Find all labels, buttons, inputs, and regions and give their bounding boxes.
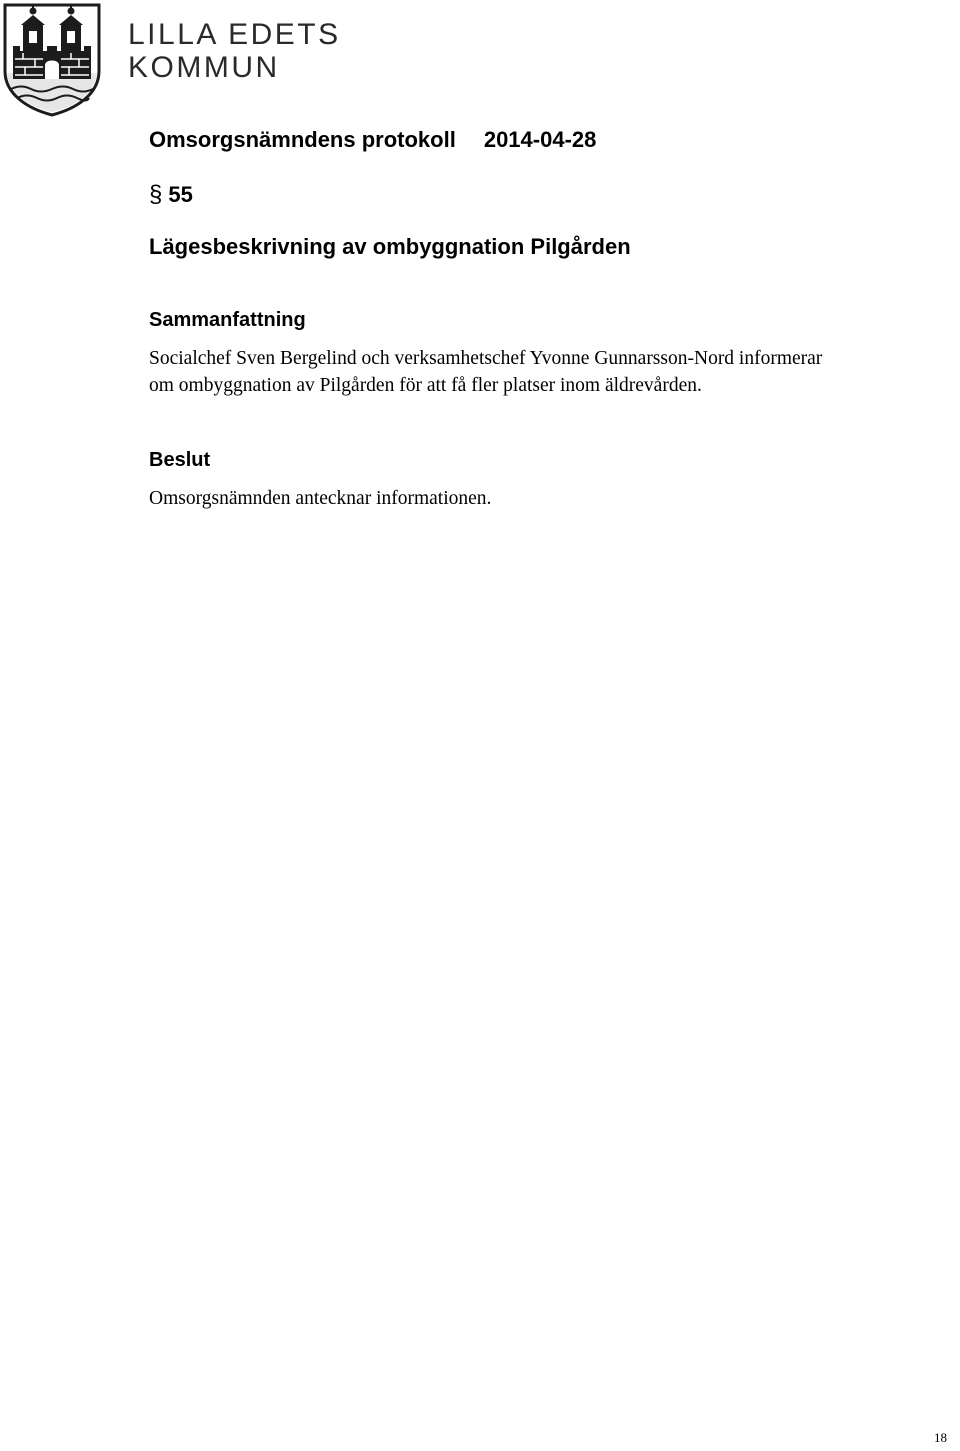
municipality-name-line2: KOMMUN	[128, 51, 280, 84]
summary-line-2: om ombyggnation av Pilgården för att få fler platser inom äldrevården.	[149, 375, 702, 396]
meeting-date: 2014-04-28	[483, 127, 597, 152]
protocol-title-row	[149, 127, 596, 153]
paragraph-sign: §	[149, 181, 163, 208]
page-number: 18	[934, 1430, 947, 1445]
paragraph-number: 55	[168, 182, 193, 207]
summary-line-1: Socialchef Sven Bergelind och verksamhetschef Yvonne Gunnarsson-Nord informerar	[149, 348, 823, 369]
protocol-title: Omsorgsnämndens protokoll	[149, 127, 456, 152]
header	[0, 0, 341, 120]
case-title: Lägesbeskrivning av ombyggnation Pilgården	[149, 234, 631, 259]
paragraph-number-row	[149, 181, 193, 209]
municipality-name	[128, 18, 341, 84]
decision-heading: Beslut	[149, 449, 211, 471]
decision-text: Omsorgsnämnden antecknar informationen.	[149, 488, 492, 509]
municipality-crest-logo	[3, 3, 101, 117]
municipality-name-line1: LILLA EDETS	[128, 18, 341, 51]
summary-heading: Sammanfattning	[149, 309, 306, 331]
summary-text	[149, 345, 949, 399]
